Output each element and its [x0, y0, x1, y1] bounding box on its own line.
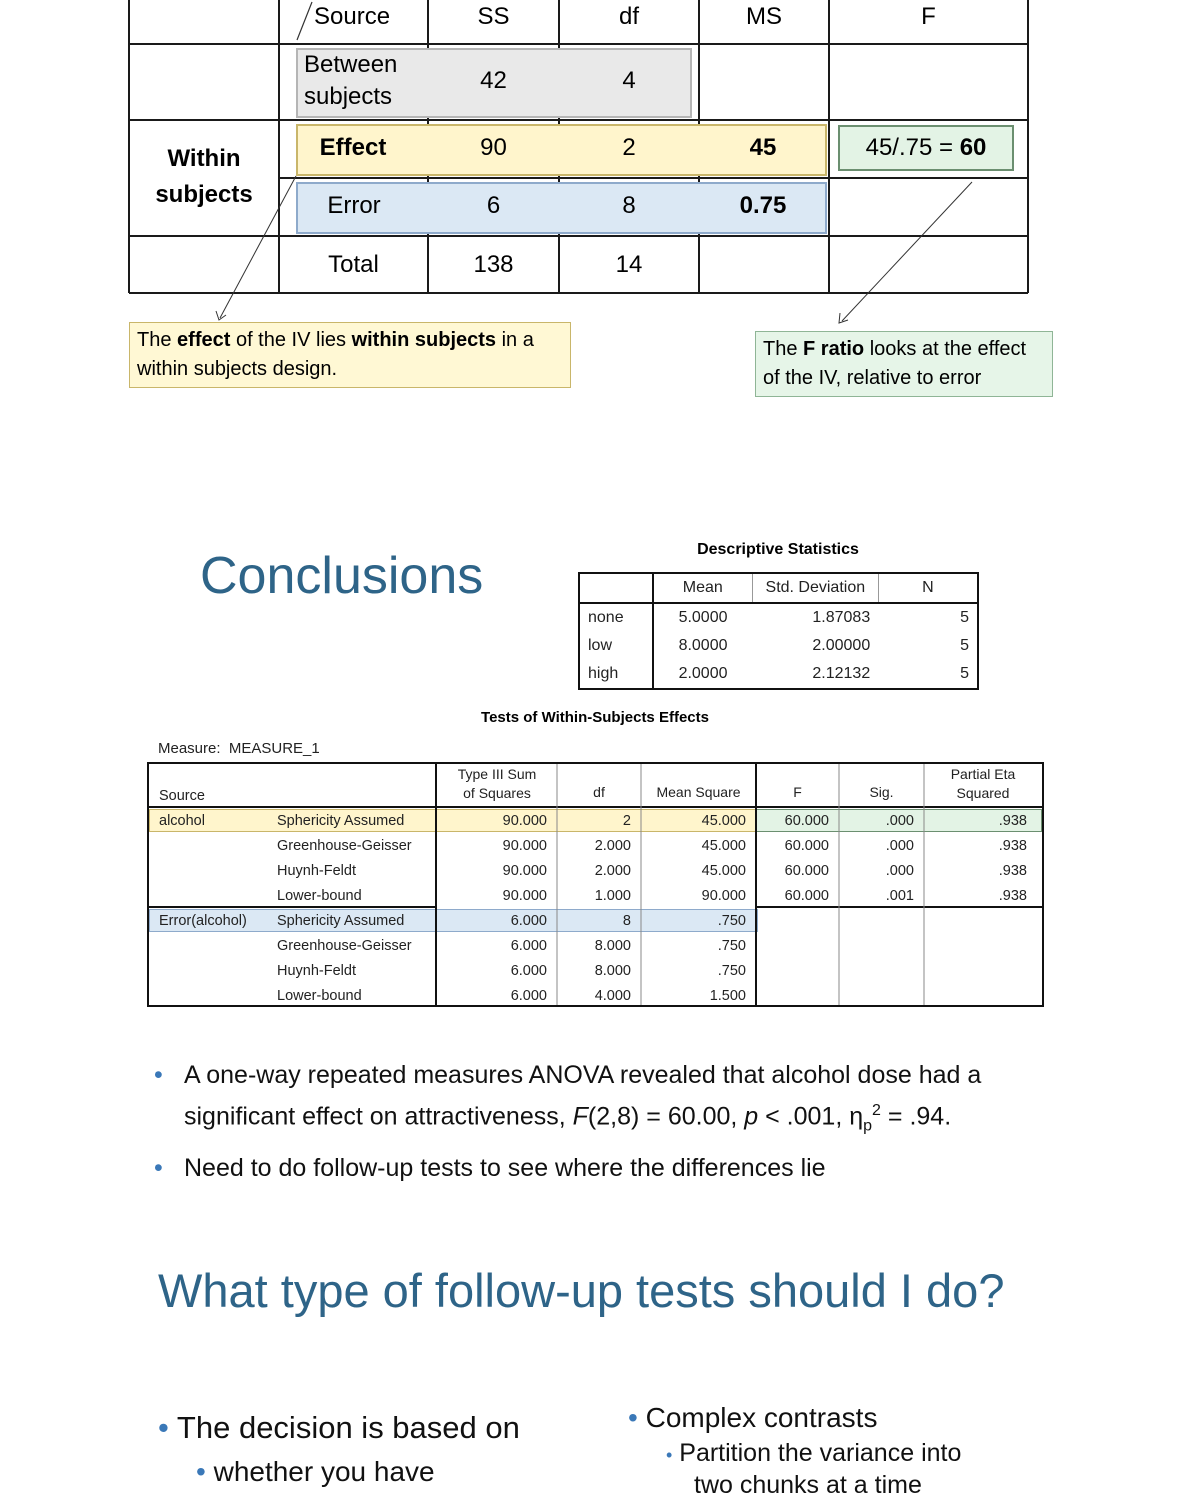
descriptive-table	[578, 572, 979, 690]
effect-label: Effect	[319, 134, 387, 161]
desc-row-label: low	[579, 632, 653, 660]
table-row	[149, 859, 1042, 884]
desc-mean: 5.0000	[678, 609, 728, 626]
within-cell-test: Greenhouse-Geisser	[277, 838, 412, 854]
bullet-anova-result	[148, 1058, 1048, 1143]
within-cell-df: 8	[622, 913, 631, 929]
bullet-dot-icon: •	[158, 1410, 169, 1445]
bullet1-text-1: A one-way repeated measures ANOVA revealed that alcohol dose had a significant effect on attractiveness,	[184, 1061, 982, 1131]
within-cell-f: 60.000	[784, 863, 829, 879]
within-cell-df: 8.000	[594, 963, 631, 979]
desc-n: 5	[960, 665, 969, 682]
within-cell-df: 2.000	[594, 863, 631, 879]
callout-right-bold: F ratio	[803, 338, 865, 360]
callout-left-bold-1: effect	[177, 329, 231, 351]
within-cell-test: Sphericity Assumed	[277, 813, 405, 829]
followup-right-sub-text: Partition the variance into	[679, 1439, 962, 1467]
total-df: 14	[615, 251, 643, 278]
bullet1-p-symbol: p	[744, 1102, 759, 1131]
bullet-dot-icon: •	[666, 1445, 673, 1465]
within-header-source: Source	[159, 788, 205, 804]
callout-left-bold-2: within subjects	[351, 329, 497, 351]
bullet1-f-symbol: F	[572, 1102, 588, 1131]
within-cell-test: Lower-bound	[277, 988, 362, 1004]
effect-f-box	[838, 125, 1014, 171]
within-cell-test: Greenhouse-Geisser	[277, 938, 412, 954]
table-row	[579, 632, 978, 660]
within-cell-sig: .001	[885, 888, 914, 904]
within-header-eta-line2: Squared	[956, 785, 1010, 801]
within-cell-eta: .938	[998, 838, 1027, 854]
between-label: Between subjects	[304, 51, 398, 110]
desc-sd: 2.12132	[812, 665, 871, 682]
within-header-ss	[437, 765, 557, 803]
followup-left-sub	[196, 1452, 435, 1492]
arrow-right	[842, 182, 972, 321]
desc-mean: 2.0000	[678, 665, 728, 682]
followup-right-sub-2: two chunks at a time	[694, 1471, 922, 1499]
within-header-ss-line1: Type III Sum	[457, 766, 537, 782]
within-header-sig: Sig.	[869, 784, 894, 800]
table-row	[149, 884, 1042, 909]
table-row	[149, 984, 1042, 1009]
within-cell-test: Lower-bound	[277, 888, 362, 904]
desc-sd: 1.87083	[812, 609, 871, 626]
table-row	[149, 959, 1042, 984]
desc-header-sd: Std. Deviation	[752, 573, 878, 603]
desc-corner	[579, 573, 653, 603]
desc-mean: 8.0000	[678, 637, 728, 654]
bullet-follow-up: • Need to do follow-up tests to see where the differences lie	[148, 1151, 1048, 1186]
callout-f-ratio	[755, 331, 1053, 397]
callout-left-text-1: The	[137, 329, 178, 351]
desc-row-label: high	[579, 660, 653, 689]
error-label: Error	[327, 192, 381, 219]
within-header-ms: Mean Square	[656, 784, 741, 800]
callout-left-text-2: of the IV lies	[230, 329, 352, 351]
within-header-ss-line2: of Squares	[463, 785, 531, 801]
bullet1-text-4: = .94.	[880, 1102, 952, 1131]
table-row	[579, 603, 978, 632]
within-source-label: alcohol	[159, 813, 205, 829]
error-ms: 0.75	[739, 192, 787, 219]
header-source: Source	[314, 3, 391, 30]
followup-left-bullet	[158, 1408, 520, 1448]
callout-right-text-1: The	[763, 338, 804, 360]
within-cell-ms: .750	[717, 963, 746, 979]
within-cell-ms: 45.000	[701, 838, 746, 854]
table-row	[149, 909, 1042, 934]
bullet1-text-2: (2,8) = 60.00,	[587, 1102, 745, 1131]
followup-title: What type of follow-up tests should I do?	[158, 1264, 1005, 1317]
within-cell-test: Sphericity Assumed	[277, 913, 405, 929]
header-ms: MS	[746, 3, 782, 30]
within-label-1: Within	[167, 145, 241, 172]
callout-left-text-3: in a within subjects design.	[137, 329, 540, 380]
desc-sd: 2.00000	[812, 637, 871, 654]
within-cell-ms: 45.000	[701, 863, 746, 879]
bullet-dot-icon: •	[628, 1402, 638, 1433]
followup-right-sub	[666, 1436, 961, 1472]
within-header-eta-line1: Partial Eta	[950, 766, 1016, 782]
effect-ss: 90	[480, 134, 507, 161]
callout-right-text-2: looks at the effect of the IV, relative to error	[763, 338, 1032, 389]
within-cell-test: Huynh-Feldt	[277, 963, 356, 979]
desc-header-mean: Mean	[653, 573, 753, 603]
conclusion-bullets	[148, 1058, 1048, 1186]
effect-df: 2	[622, 134, 636, 161]
measure-value: MEASURE_1	[228, 740, 320, 757]
within-cell-sig: .000	[885, 838, 914, 854]
within-cell-df: 2.000	[594, 838, 631, 854]
table-row	[579, 660, 978, 689]
within-cell-eta: .938	[998, 813, 1027, 829]
within-cell-ss: 90.000	[502, 888, 547, 904]
within-cell-df: 4.000	[594, 988, 631, 1004]
table-row	[149, 809, 1042, 834]
error-df: 8	[622, 192, 636, 219]
measure-line	[158, 740, 320, 757]
total-ss: 138	[473, 251, 514, 278]
effect-f-calc: 45/.75 =	[865, 134, 960, 161]
followup-left-sub-text: whether you have	[213, 1456, 435, 1487]
effect-f-value: 60	[959, 134, 987, 161]
header-f: F	[921, 3, 936, 30]
header-df: df	[618, 3, 639, 30]
bullet1-superscript: 2	[872, 1102, 881, 1119]
within-cell-ss: 6.000	[510, 913, 547, 929]
within-cell-ms: 90.000	[701, 888, 746, 904]
measure-label: Measure:	[158, 740, 221, 757]
descriptive-caption: Descriptive Statistics	[697, 541, 859, 558]
within-cell-f: 60.000	[784, 813, 829, 829]
within-caption: Tests of Within-Subjects Effects	[481, 709, 709, 726]
within-cell-ms: .750	[717, 938, 746, 954]
within-source-label: Error(alcohol)	[159, 913, 247, 929]
within-header-df: df	[593, 784, 605, 800]
header-ss: SS	[477, 3, 510, 30]
desc-row-label: none	[579, 603, 653, 632]
within-cell-test: Huynh-Feldt	[277, 863, 356, 879]
followup-right-bullet	[628, 1400, 877, 1436]
within-cell-ms: 45.000	[701, 813, 746, 829]
desc-n: 5	[960, 637, 969, 654]
within-cell-f: 60.000	[784, 888, 829, 904]
table-row	[149, 934, 1042, 959]
within-header-eta	[924, 765, 1042, 803]
within-cell-df: 2	[622, 813, 631, 829]
within-cell-f: 60.000	[784, 838, 829, 854]
within-cell-sig: .000	[885, 813, 914, 829]
within-cell-ss: 90.000	[502, 838, 547, 854]
within-cell-eta: .938	[998, 863, 1027, 879]
between-df: 4	[622, 67, 636, 94]
within-cell-ss: 6.000	[510, 963, 547, 979]
within-header-f: F	[793, 784, 802, 800]
conclusions-title: Conclusions	[200, 547, 484, 605]
total-label: Total	[328, 251, 379, 278]
within-cell-ss: 90.000	[502, 863, 547, 879]
within-cell-ms: .750	[717, 913, 746, 929]
error-ss: 6	[486, 192, 501, 219]
desc-header-n: N	[922, 579, 934, 596]
within-cell-ss: 90.000	[502, 813, 547, 829]
bullet-dot-icon: •	[196, 1456, 206, 1487]
within-effects-table	[147, 762, 1044, 1007]
desc-n: 5	[960, 609, 969, 626]
bullet1-subscript: p	[863, 1117, 873, 1135]
within-cell-ss: 6.000	[510, 938, 547, 954]
within-cell-eta: .938	[998, 888, 1027, 904]
callout-effect-within	[129, 322, 571, 388]
within-cell-df: 8.000	[594, 938, 631, 954]
bullet1-text-3: < .001, η	[758, 1102, 864, 1131]
table-row	[149, 834, 1042, 859]
within-cell-ss: 6.000	[510, 988, 547, 1004]
effect-ms: 45	[749, 134, 777, 161]
followup-right-text: Complex contrasts	[645, 1402, 878, 1433]
within-cell-ms: 1.500	[709, 988, 746, 1004]
followup-left-text: The decision is based on	[176, 1410, 520, 1445]
between-ss: 42	[480, 67, 507, 94]
within-cell-sig: .000	[885, 863, 914, 879]
within-cell-df: 1.000	[594, 888, 631, 904]
within-label-2: subjects	[155, 181, 253, 208]
